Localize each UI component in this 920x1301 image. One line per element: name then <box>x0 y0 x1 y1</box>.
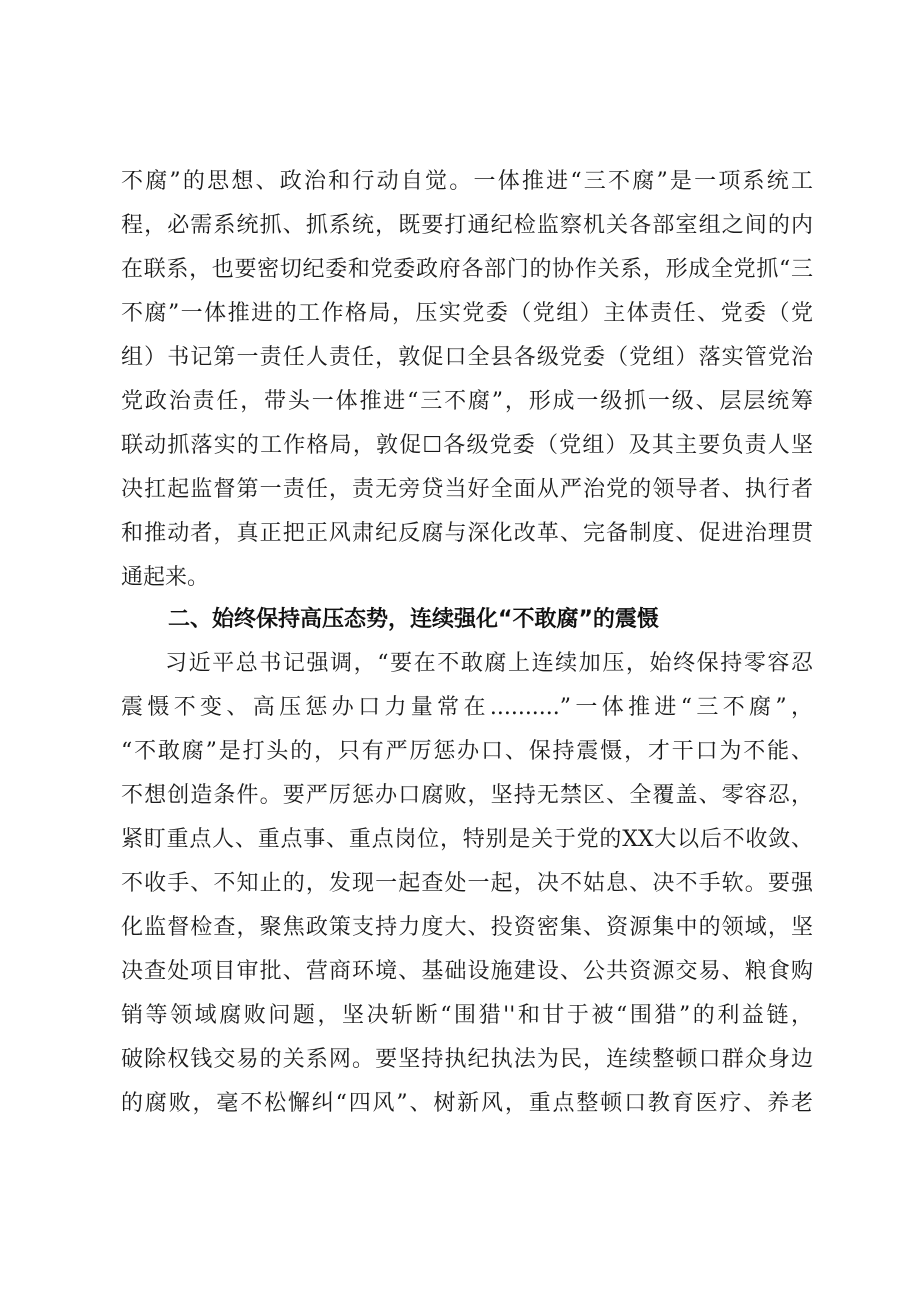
paragraph-line: 的腐败，毫不松懈纠“四风”、树新风，重点整顿口教育医疗、养老 <box>121 1091 813 1116</box>
paragraph-line: 震慑不变、高压惩办口力量常在..........”一体推进“三不腐”， <box>121 695 813 720</box>
paragraph-line: 组）书记第一责任人责任，敦促口全县各级党委（党组）落实管党治 <box>121 345 813 370</box>
section-one-body <box>121 160 813 600</box>
paragraph-line: 不想创造条件。要严厉惩办口腐败，坚持无禁区、全覆盖、零容忍， <box>121 783 813 808</box>
paragraph-line: 通起来。 <box>121 565 210 590</box>
paragraph-line: 党政治责任，带头一体推进“三不腐”，形成一级抓一级、层层统筹 <box>121 389 813 414</box>
paragraph-line: 不腐”的思想、政治和行动自觉。一体推进“三不腐”是一项系统工 <box>121 169 813 194</box>
paragraph-line: 化监督检查，聚焦政策支持力度大、投资密集、资源集中的领域，坚 <box>121 915 813 940</box>
paragraph-line: 决查处项目审批、营商环境、基础设施建设、公共资源交易、粮食购 <box>121 959 813 984</box>
paragraph-line: 习近平总书记强调，“要在不敢腐上连续加压，始终保持零容忍 <box>165 651 813 676</box>
paragraph-line: 不收手、不知止的，发现一起查处一起，决不姑息、决不手软。要强 <box>121 871 813 896</box>
paragraph-line: 不腐”一体推进的工作格局，压实党委（党组）主体责任、党委（党 <box>121 301 813 326</box>
paragraph-line: 和推动者，真正把正风肃纪反腐与深化改革、完备制度、促进治理贯 <box>121 521 813 546</box>
section-two-heading: 二、始终保持高压态势，连续强化“不敢腐”的震慑 <box>168 607 659 632</box>
paragraph-line: 程，必需系统抓、抓系统，既要打通纪检监察机关各部室组之间的内 <box>121 213 813 238</box>
section-two-body <box>121 642 813 1126</box>
paragraph-line: 销等领域腐败问题，坚决斩断“围猎''和甘于被“围猎”的利益链， <box>121 1003 813 1028</box>
paragraph-line: 决扛起监督第一责任，责无旁贷当好全面从严治党的领导者、执行者 <box>121 477 813 502</box>
paragraph-line: “不敢腐”是打头的，只有严厉惩办口、保持震慑，才干口为不能、 <box>121 739 813 764</box>
paragraph-line: 在联系，也要密切纪委和党委政府各部门的协作关系，形成全党抓“三 <box>121 257 813 282</box>
paragraph-line: 紧盯重点人、重点事、重点岗位，特别是关于党的XX大以后不收敛、 <box>121 827 813 852</box>
paragraph-line: 联动抓落实的工作格局，敦促☐各级党委（党组）及其主要负责人坚 <box>121 433 813 458</box>
paragraph-line: 破除权钱交易的关系网。要坚持执纪执法为民，连续整顿口群众身边 <box>121 1047 813 1072</box>
